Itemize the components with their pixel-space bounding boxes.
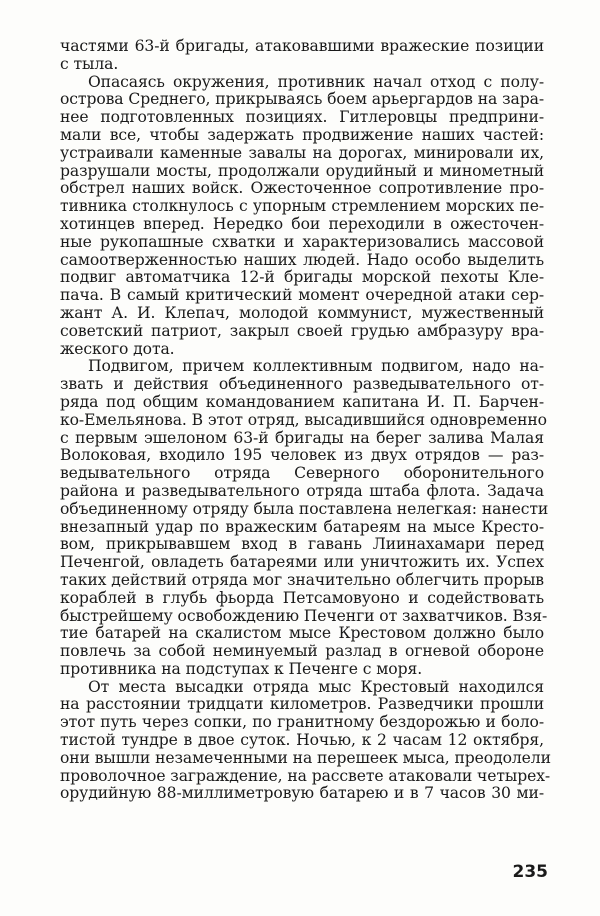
text-line: острова Среднего, прикрываясь боем арьергардов на зара-	[60, 90, 544, 109]
text-line: таких действий отряда мог значительно облегчить прорыв	[60, 570, 544, 589]
text-line: разрушали мосты, продолжали орудийный и минометный	[60, 161, 544, 180]
text-line: звать и действия объединенного разведывательного от-	[60, 375, 544, 394]
text-line: подвиг автоматчика 12-й бригады морской пехоты Кле-	[60, 268, 544, 287]
text-line: обстрел наших войск. Ожесточенное сопротивление про-	[60, 179, 544, 198]
text-line: самоотверженностью наших людей. Надо особо выделить	[60, 250, 544, 269]
text-line: советский патриот, закрыл своей грудью амбразуру вра-	[60, 321, 544, 340]
text-line: жант А. И. Клепач, молодой коммунист, мужественный	[60, 303, 544, 322]
text-line: они вышли незамеченными на перешеек мыса, преодолели	[60, 748, 551, 767]
text-line: хотинцев вперед. Нередко бои переходили в ожесточен-	[60, 214, 544, 233]
text-line: Печенгой, овладеть батареями или уничтожить их. Успех	[60, 553, 544, 572]
text-line: пача. В самый критический момент очередной атаки сер-	[60, 286, 544, 305]
page-number: 235	[512, 862, 548, 882]
text-line: района и разведывательного отряда штаба флота. Задача	[60, 481, 544, 500]
text-line: проволочное заграждение, на рассвете атаковали четырех-	[60, 766, 551, 785]
paragraph-start-line: Опасаясь окружения, противник начал отход с полу-	[88, 72, 544, 91]
text-line: орудийную 88-миллиметровую батарею и в 7 часов 30 ми-	[60, 784, 544, 803]
paragraph-start-line: От места высадки отряда мыс Крестовый находился	[88, 677, 544, 696]
text-line: этот путь через сопки, по гранитному бездорожью и боло-	[60, 713, 544, 732]
text-line: вом, прикрывавшем вход в гавань Лиинахамари перед	[60, 535, 544, 554]
text-line: устраивали каменные завалы на дорогах, минировали их,	[60, 143, 544, 162]
text-line: ряда под общим командованием капитана И. П. Барчен-	[60, 392, 544, 411]
text-line: жеского дота.	[60, 339, 175, 358]
text-line: тивника столкнулось с упорным стремлением морских пе-	[60, 197, 544, 216]
text-line: тие батарей на скалистом мысе Крестовом должно было	[60, 624, 544, 643]
text-line: противника на подступах к Печенге с моря.	[60, 659, 423, 678]
text-line: ко-Емельянова. В этот отряд, высадившийся одновременно	[60, 410, 547, 429]
text-line: внезапный удар по вражеским батареям на мысе Кресто-	[60, 517, 544, 536]
text-line: с первым эшелоном 63-й бригады на берег залива Малая	[60, 428, 544, 447]
text-line: объединенному отряду была поставлена нелегкая: нанести	[60, 499, 549, 518]
body-text	[60, 37, 551, 803]
text-line: с тыла.	[60, 54, 119, 73]
text-line: тистой тундре в двое суток. Ночью, к 2 часам 12 октября,	[60, 731, 544, 750]
text-line: кораблей в глубь фьорда Петсамовуоно и содействовать	[60, 588, 544, 607]
text-line: быстрейшему освобождению Печенги от захватчиков. Взя-	[60, 606, 548, 625]
text-line: частями 63-й бригады, атаковавшими вражеские позиции	[60, 37, 544, 55]
paragraph-start-line: Подвигом, причем коллективным подвигом, надо на-	[88, 357, 544, 376]
text-line: повлечь за собой неминуемый разлад в огневой обороне	[60, 642, 544, 661]
text-line: на расстоянии тридцати километров. Разведчики прошли	[60, 695, 544, 714]
text-line: ные рукопашные схватки и характеризовались массовой	[60, 232, 544, 251]
text-line: ведывательного отряда Северного оборонительного	[60, 464, 544, 483]
text-line: нее подготовленных позициях. Гитлеровцы предприни-	[60, 108, 544, 127]
text-line: Волоковая, входило 195 человек из двух отрядов — раз-	[60, 446, 544, 465]
text-line: мали все, чтобы задержать продвижение наших частей:	[60, 125, 544, 144]
